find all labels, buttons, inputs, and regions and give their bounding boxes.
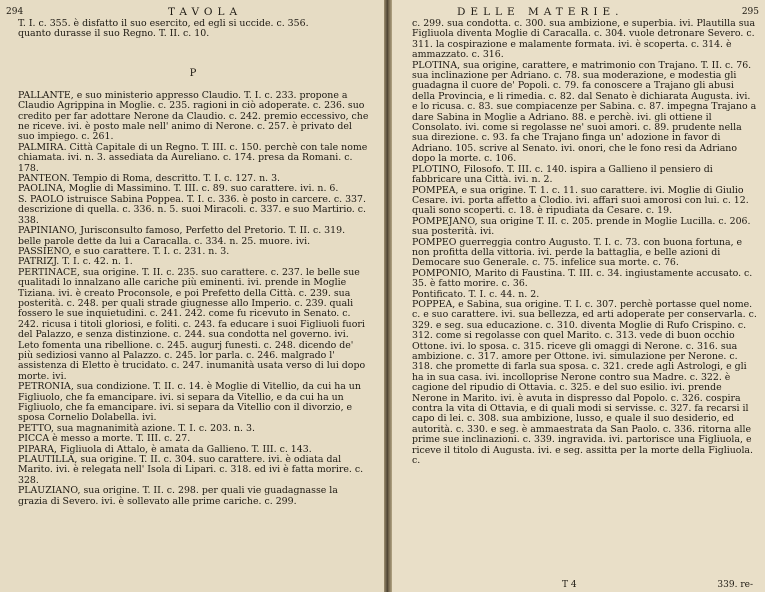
left-page-header — [6, 5, 370, 19]
section-letter: P — [189, 67, 199, 79]
index-entry: PATRIZJ. T. I. c. 42. n. 1. — [18, 256, 133, 268]
right-index-entries — [412, 19, 757, 466]
index-entry: Pontificato. T. I. c. 44. n. 2. — [412, 288, 540, 300]
index-entry: PIPARA, Figliuola di Attalo, è amata da Gallieno. T. III. c. 143. — [18, 443, 312, 455]
left-page-number: 294 — [6, 7, 24, 17]
right-page — [392, 0, 765, 592]
index-entry: PLAUTILLA, sua origine. T. II. c. 304. suo carattere. ivi. è odiata dal Marito. ivi. è relegata nell' Isola di Lipari. c. 318. ed ivi è fatta morire. c. 328. — [18, 454, 364, 486]
text-line: T. I. c. 355. è disfatto il suo esercito, ed egli si uccide. c. 356. — [18, 18, 309, 29]
text-line: quanto durasse il suo Regno. T. II. c. 10. — [18, 28, 210, 40]
index-entry: PLAUZIANO, sua origine. T. II. c. 298. per quali vie guadagnasse la grazia di Severo. ivi. è sollevato alle prime cariche. c. 299. — [18, 485, 338, 507]
index-entry: PAOLINA, Moglie di Massimino. T. III. c. 89. suo carattere. ivi. n. 6. — [18, 183, 339, 195]
text-line: c. 299. sua condotta. c. 300. sua ambizione, e superbia. ivi. Plautilla sua Figliuola diventa Moglie di Caracalla. c. 304. vuole detronare Severo. c. 311. la cospirazione e malamente formata. ivi. è scoperta. c. 314. è ammazzato. c. 316. — [412, 18, 756, 61]
index-entry: PLOTINO, Filosofo. T. III. c. 140. ispira a Gallieno il pensiero di fabbricare una Città. ivi. n. 2. — [412, 163, 713, 186]
index-entry: S. PAOLO istruisce Sabina Poppea. T. I. c. 336. è posto in carcere. c. 337. descrizione di quella. c. 336. n. 5. suoi Miracoli. c. 337. e suo Martirio. c. 338. — [18, 193, 366, 226]
index-entry: PALLANTE, e suo ministerio appresso Claudio. T. I. c. 233. propone a Claudio Agrippina in Moglie. c. 235. ragioni in ciò adoperate. c. 236. suo credito per far adottare Nerone da Claudio. c. 242. premio eccessivo, che ne riceve. ivi. è posto male nell' animo di Nerone. c. 257. è privato del suo impiego. c. 261. — [18, 89, 369, 143]
index-entry: PERTINACE, sua origine. T. II. c. 235. suo carattere. c. 237. le belle sue qualitadi lo innalzano alle cariche più eminenti. ivi. prende in Moglie Tiziana. ivi. è creato Proconsole, e poi Prefetto della Città. c. 239. sua posterità. c. 248. per quali strade giugnesse allo Imperio. c. 239. quali fossero le sue inquietudini. c. 241. 242. come fu ricevuto in Senato. c. 242. ricusa i titoli gloriosi, e foliti. c. 243. fa educare i suoi Figliuoli fuori del Palazzo, e senza distinzione. c. 244. sua condotta nel governo. ivi. Leto fomenta una ribellione. c. 245. augurj funesti. c. 248. dicendo de' più sediziosi vanno al Palazzo. c. 245. lor parla. c. 246. malgrado l' assistenza di Eletto è trucidato. c. 247. inumanità usata verso di lui dopo morte. ivi. — [18, 266, 366, 382]
index-entry: POPPEA, e Sabina, sua origine. T. I. c. 307. perchè portasse quel nome. c. e suo carattere. ivi. sua bellezza, ed arti adoperate per conservarla. c. 329. e seg. sua educazione. c. 310. diventa Moglie di Rufo Crispino. c. 312. come si regolasse con quel Marito. c. 313. vede di buon occhio Ottone. ivi. lo sposa. c. 315. riceve gli omaggi di Nerone. c. 316. sua ambizione. c. 317. amore per Ottone. ivi. simulazione per Nerone. c. 318. che promette di farla sua sposa. c. 321. crede agli Astrologi, e gli ha in sua casa. ivi. incolloprise Nerone contro sua Madre. c. 322. è cagione del ripudio di Ottavia. c. 325. e del suo esilio. ivi. prende Nerone in Marito. ivi. è avuta in dispresso dal Popolo. c. 326. cospira contra la vita di Ottavia, e di quali modi si servisse. c. 327. fa recarsi il capo di lei. c. 308. sua ambizione, lusso, e quale il suo desiderio, ed autorità. c. 330. e seg. è ammaestrata da San Paolo. c. 336. ritorna alle prime sue inclinazioni. c. 339. ingravida. ivi. partorisce una Figliuola, e riceve il titolo di Augusta. ivi. e seg. assitta per la morte della Figliuola. c. — [412, 298, 757, 467]
right-page-header — [412, 5, 757, 19]
index-entry: PALMIRA. Città Capitale di un Regno. T. III. c. 150. perchè con tale nome chiamata. ivi. n. 3. assediata da Aureliano. c. 174. presa da Romani. c. 178. — [18, 141, 368, 174]
signature-mark: T 4 — [562, 580, 577, 590]
left-running-head: TAVOLA — [168, 6, 243, 18]
book-gutter — [384, 0, 392, 592]
catchword: 339. re- — [717, 580, 753, 590]
right-running-head: DELLE MATERIE. — [457, 6, 624, 18]
index-entry: POMPEA, e sua origine. T. 1. c. 11. suo carattere. ivi. Moglie di Giulio Cesare. ivi. porta affetto a Clodio. ivi. affari suoi amorosi con lui. c. 12. quali sono scoperti. c. 18. è ripudiata da Cesare. c. 19. — [412, 184, 749, 217]
index-entry: PASSIENO, e suo carattere. T. I. c. 231. n. 3. — [18, 245, 230, 257]
right-page-number: 295 — [741, 7, 759, 17]
index-entry: PANTEON. Tempio di Roma, descritto. T. I. c. 127. n. 3. — [18, 173, 281, 185]
index-entry: POMPONIO, Marito di Faustina. T. III. c. 34. ingiustamente accusato. c. 35. è fatto morire. c. 36. — [412, 267, 753, 290]
index-entry: POMPEO guerreggia contro Augusto. T. I. c. 73. con buona fortuna, e non profitta della vittoria. ivi. perde la battaglia, e belle azioni di Democare suo Generale. c. 75. infelice sua morte. c. 76. — [412, 236, 743, 269]
index-entry: PAPINIANO, Jurisconsulto famoso, Perfetto del Pretorio. T. II. c. 319. belle parole dette da lui a Caracalla. c. 334. n. 25. muore. ivi. — [18, 225, 346, 247]
index-entry: PETTO, sua magnanimità azione. T. I. c. 203. n. 3. — [18, 422, 255, 434]
left-index-entries — [18, 91, 370, 507]
index-entry: POMPEJANO, sua origine T. II. c. 205. prende in Moglie Lucilla. c. 206. sua posterità. ivi. — [412, 215, 751, 238]
index-entry: PICCA è messo a morte. T. III. c. 27. — [18, 433, 191, 445]
left-top-lines — [18, 19, 370, 40]
index-entry: PETRONIA, sua condizione. T. II. c. 14. è Moglie di Vitellio, da cui ha un Figliuolo, che fa emancipare. ivi. si separa da Vitellio, e da cui ha un Figliuolo, che fa emancipare. ivi. si separa da Vitellio con il divorzio, e sposa Cornelio Dolabella. ivi. — [18, 381, 361, 424]
index-entry: PLOTINA, sua origine, carattere, e matrimonio con Trajano. T. II. c. 76. sua inclinazione per Adriano. c. 78. sua moderazione, e modestia gli guadagna il cuore de' Popoli. c. 79. fa conoscere a Trajano gli abusi della Provincia, e li rimedia. c. 82. dal Senato è dichiarata Augusta. ivi. e lo ricusa. c. 83. sue compiacenze per Sabina. c. 87. impegna Trajano a dare Sabina in Moglie a Adriano. 88. e perchè. ivi. gli ottiene il Consolato. ivi. come si regolasse ne' suoi amori. c. 89. prudente nella sua direzione. c. 93. fa che Trajano finga un' adozione in favor di Adriano. 105. scrive al Senato. ivi. onori, che le fono resi da Adriano dopo la morte. c. 106. — [412, 59, 757, 165]
